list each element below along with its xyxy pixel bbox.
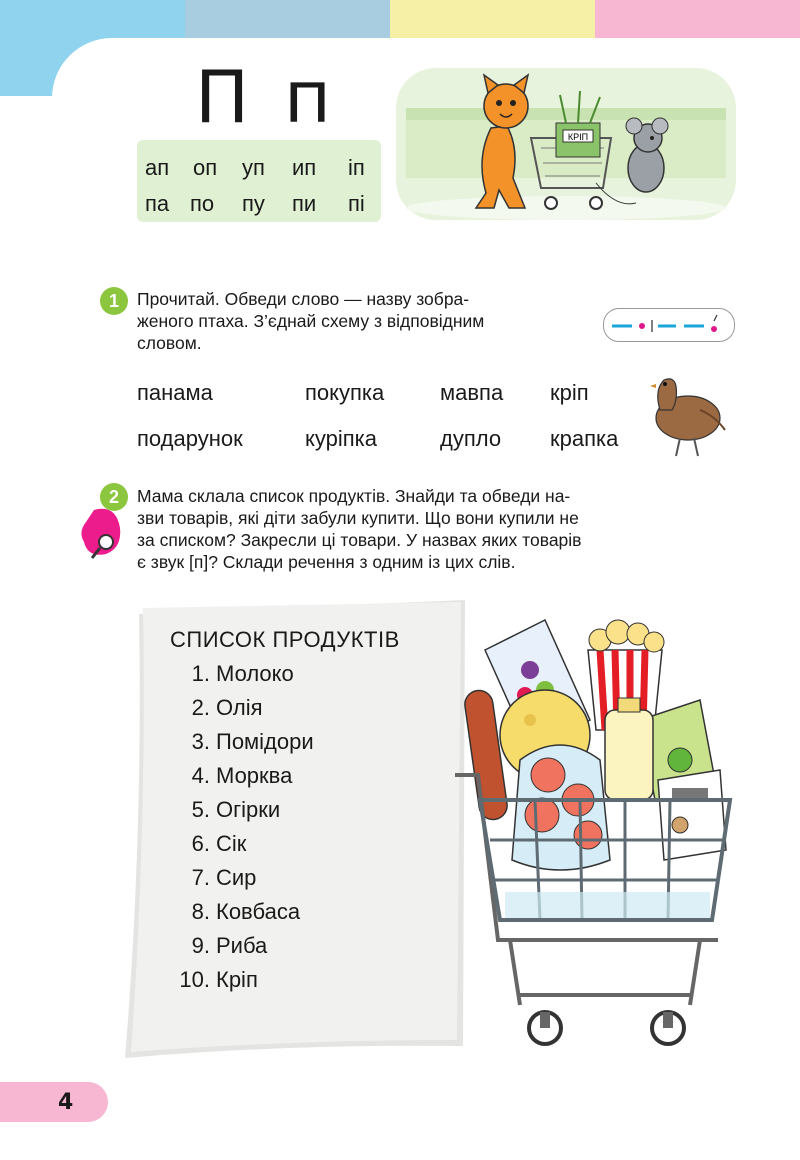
task2-instruction-line: за списком? Закресли ці товари. У назвах яких товарів xyxy=(137,530,582,550)
task1-instruction-line: Прочитай. Обведи слово — назву зобра- xyxy=(137,289,470,309)
tomato-bag-icon xyxy=(512,745,610,870)
page-title-letters: П п xyxy=(195,55,338,139)
list-item: 10. Кріп xyxy=(179,967,258,992)
partridge-icon xyxy=(640,370,730,460)
list-item: 9. Риба xyxy=(191,933,268,958)
word-option: мавпа xyxy=(440,380,504,405)
syllable: по xyxy=(190,191,215,216)
list-item: 5. Огірки xyxy=(191,797,281,822)
list-item: 8. Ковбаса xyxy=(191,899,301,924)
word-option: куріпка xyxy=(305,426,378,451)
shopping-list-title: СПИСОК ПРОДУКТІВ xyxy=(170,627,400,652)
list-item: 3. Помідори xyxy=(191,729,314,754)
top-bar-yellow xyxy=(390,0,595,38)
syllable: пі xyxy=(348,191,365,216)
word-option: дупло xyxy=(440,426,502,451)
page-number-tab xyxy=(0,1082,108,1122)
syllable: іп xyxy=(348,155,365,180)
top-bar-pink xyxy=(595,0,800,38)
syllable: пу xyxy=(242,191,265,216)
bag-label: КРІП xyxy=(567,132,589,142)
syllable: па xyxy=(145,191,170,216)
syllable: уп xyxy=(242,155,265,180)
word-option: панама xyxy=(137,380,213,405)
word-option: покупка xyxy=(305,380,385,405)
syllable: пи xyxy=(292,191,317,216)
list-item: 2. Олія xyxy=(191,695,263,720)
oil-bottle-icon xyxy=(605,698,653,800)
word-option: подарунок xyxy=(137,426,243,451)
list-item: 6. Сік xyxy=(191,831,247,856)
list-item: 1. Молоко xyxy=(191,661,294,686)
page-number: 4 xyxy=(58,1090,74,1115)
list-item: 4. Морква xyxy=(191,763,293,788)
top-bar-steel xyxy=(185,0,390,38)
shopping-cart-illustration xyxy=(450,610,740,1060)
cat-mouse-shopping-illustration xyxy=(396,68,736,220)
list-item: 7. Сир xyxy=(191,865,257,890)
task-number-badge: 2 xyxy=(100,483,128,511)
word-option: крапка xyxy=(550,426,619,451)
task2-instruction-line: Мама склала список продуктів. Знайди та обведи на- xyxy=(137,486,571,506)
magnifier-mascot-icon xyxy=(76,506,126,562)
sound-scheme xyxy=(603,308,735,342)
task1-instruction-line: женого птаха. З’єднай схему з відповідним xyxy=(137,311,485,331)
word-option: кріп xyxy=(550,380,589,405)
syllable: оп xyxy=(193,155,218,180)
task2-instruction-line: є звук [п]? Склади речення з одним із цих слів. xyxy=(137,552,516,572)
task1-instruction-line: словом. xyxy=(137,333,202,353)
syllable: ап xyxy=(145,155,170,180)
task2-instruction-line: зви товарів, які діти забули купити. Що вони купили не xyxy=(137,508,579,528)
syllable: ип xyxy=(292,155,317,180)
task-number-badge: 1 xyxy=(100,287,128,315)
